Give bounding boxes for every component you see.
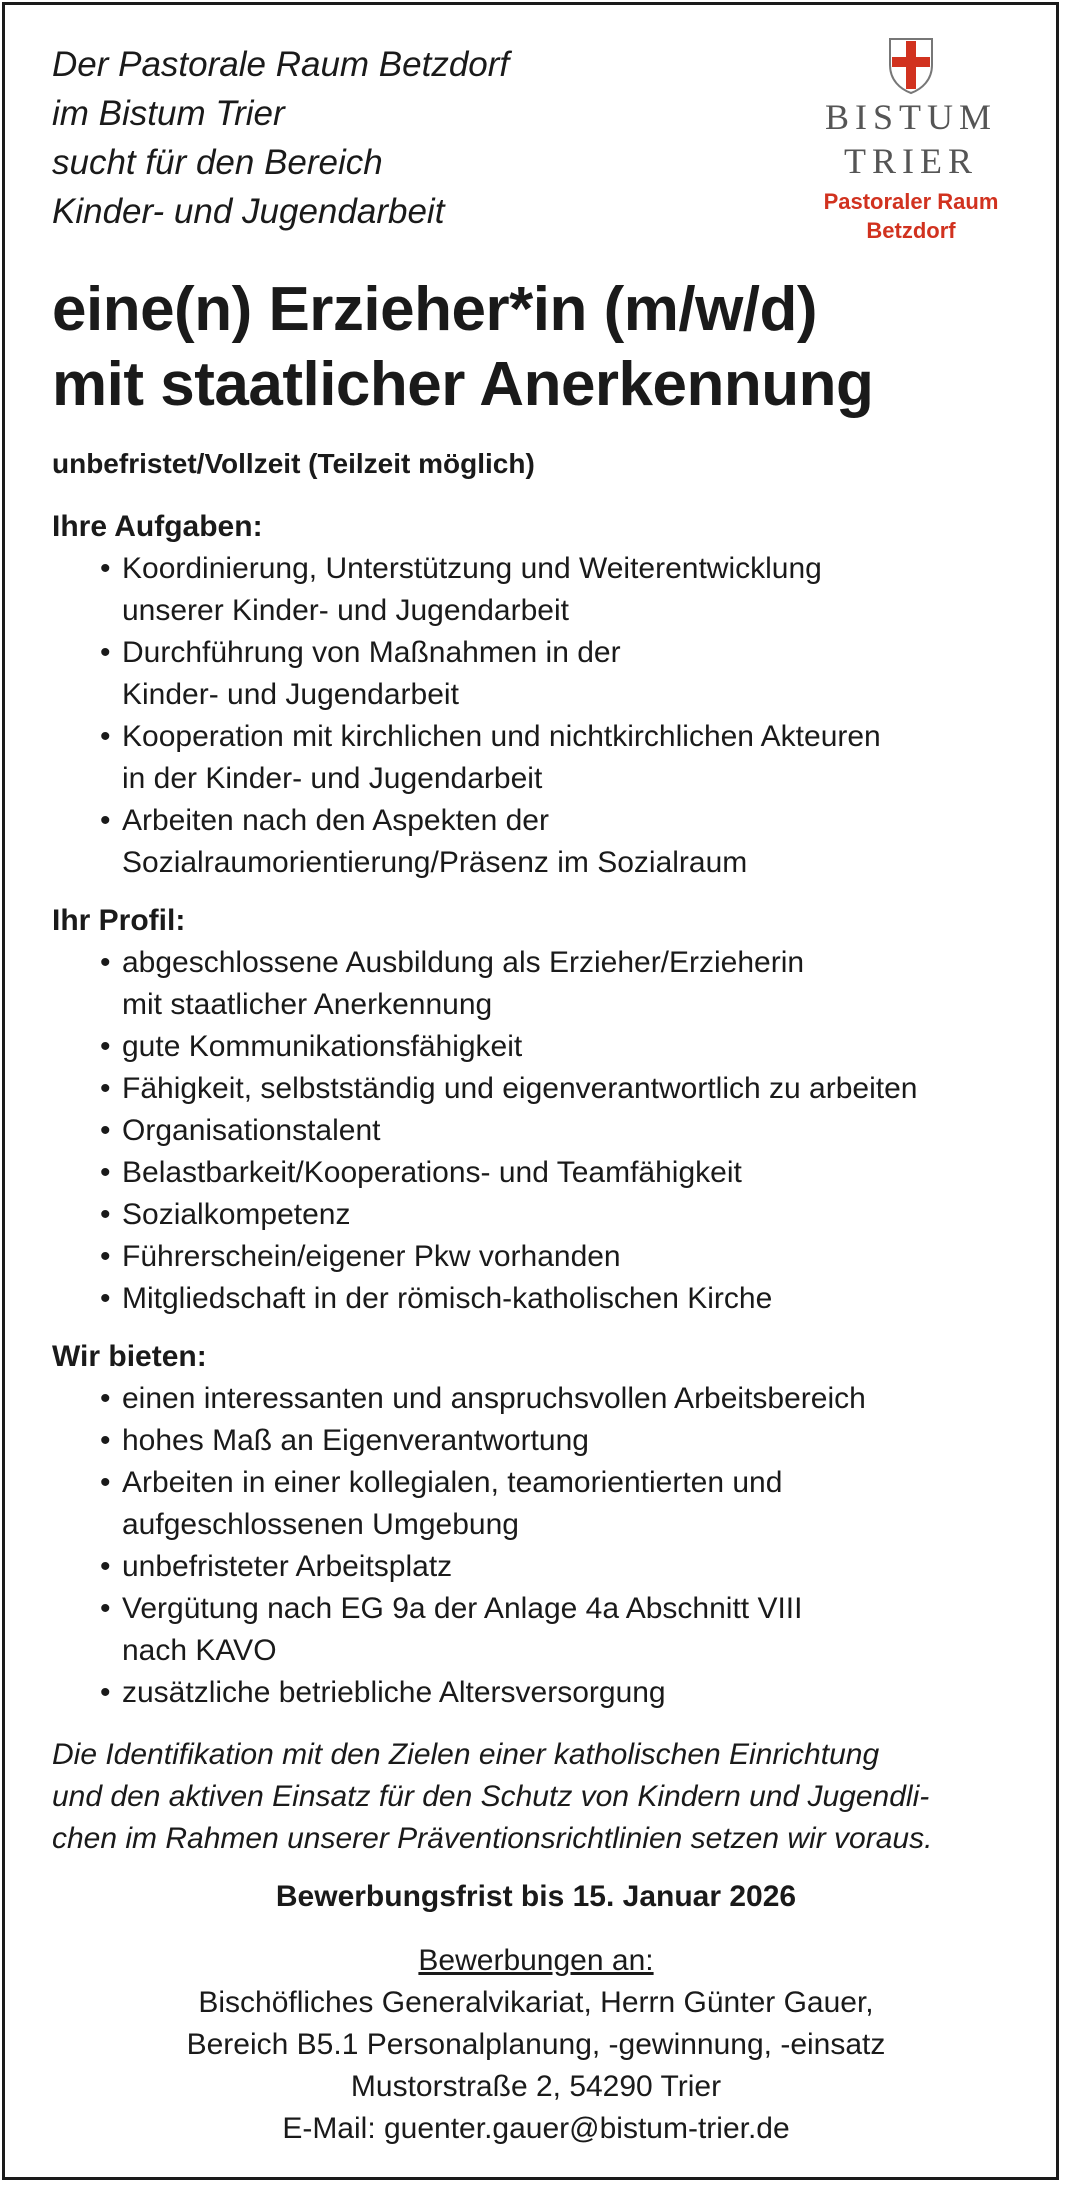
list-item-line: • Arbeiten nach den Aspekten der [122,804,549,837]
contact-email[interactable]: E-Mail: guenter.gauer@bistum-trier.de [282,2112,790,2145]
list-item-line: • Organisationstalent [122,1114,381,1147]
intro-line: Kinder- und Jugendarbeit [52,192,445,231]
job-title-line: eine(n) Erzieher*in (m/w/d) [52,275,818,344]
list-item-line: • Durchführung von Maßnahmen in der [122,636,621,669]
employment-type: unbefristet/Vollzeit (Teilzeit möglich) [52,448,535,479]
address-line: Bereich B5.1 Personalplanung, -gewinnung, -einsatz [186,2028,886,2061]
list-item [100,1068,1020,1110]
list-item [100,800,1020,884]
list-item [100,942,1020,1026]
intro-line: sucht für den Bereich [52,143,383,182]
list-item [100,1236,1020,1278]
list-item-line: • Fähigkeit, selbstständig und eigenverantwortlich zu arbeiten [122,1072,918,1105]
logo-subtitle-line-2: Betzdorf [866,218,956,243]
job-title-line: mit staatlicher Anerkennung [52,350,874,419]
list-item-line: nach KAVO [122,1634,277,1667]
closing-line: und den aktiven Einsatz für den Schutz von Kindern und Jugendli- [52,1780,930,1813]
logo-line-trier: TRIER [844,141,978,181]
list-item [100,1588,1020,1672]
list-item [100,1546,1020,1588]
list-item-line: • unbefristeter Arbeitsplatz [122,1550,453,1583]
offer-list [52,1378,1020,1714]
list-item [100,716,1020,800]
profile-list [52,942,1020,1320]
closing-line: Die Identifikation mit den Zielen einer katholischen Einrichtung [52,1738,880,1771]
list-item-line: • Vergütung nach EG 9a der Anlage 4a Abschnitt VIII [122,1592,803,1625]
list-item-line: • Mitgliedschaft in der römisch-katholischen Kirche [122,1282,773,1315]
list-item-line: • Arbeiten in einer kollegialen, teamorientierten und [122,1466,783,1499]
application-label: Bewerbungen an: [418,1944,654,1977]
job-ad [52,40,1020,2150]
address-line: Mustorstraße 2, 54290 Trier [350,2070,722,2103]
list-item-line: • Führerschein/eigener Pkw vorhanden [122,1240,621,1273]
list-item-line: • gute Kommunikationsfähigkeit [122,1030,523,1063]
diocese-shield-icon [886,35,936,95]
list-item-line: mit staatlicher Anerkennung [122,988,493,1021]
intro-text [52,40,772,236]
list-item [100,632,1020,716]
intro-line: Der Pastorale Raum Betzdorf [52,45,510,84]
logo-line-bistum: BISTUM [824,97,998,137]
list-item [100,1026,1020,1068]
list-item-line: • Kooperation mit kirchlichen und nichtkirchlichen Akteuren [122,720,881,753]
list-item [100,1278,1020,1320]
list-item [100,1194,1020,1236]
logo-subtitle-line-1: Pastoraler Raum [823,189,999,214]
list-item-line: • einen interessanten und anspruchsvollen Arbeitsbereich [122,1382,866,1415]
job-title [52,272,1020,422]
intro-line: im Bistum Trier [52,94,285,133]
list-item [100,1420,1020,1462]
list-item [100,1462,1020,1546]
list-item-line: • Belastbarkeit/Kooperations- und Teamfähigkeit [122,1156,742,1189]
list-item-line: • hohes Maß an Eigenverantwortung [122,1424,589,1457]
list-item [100,548,1020,632]
address-line: Bischöfliches Generalvikariat, Herrn Günter Gauer, [198,1986,874,2019]
list-item-line: • zusätzliche betriebliche Altersversorgung [122,1676,666,1709]
list-item-line: • Sozialkompetenz [122,1198,351,1231]
list-item-line: Kinder- und Jugendarbeit [122,678,459,711]
list-item-line: unserer Kinder- und Jugendarbeit [122,594,569,627]
closing-paragraph [52,1734,1020,1860]
list-item-line: • Koordinierung, Unterstützung und Weiterentwicklung [122,552,822,585]
application-address [52,1940,1020,2150]
tasks-list [52,548,1020,884]
diocese-logo [796,35,1026,245]
list-item-line: Sozialraumorientierung/Präsenz im Sozialraum [122,846,748,879]
closing-line: chen im Rahmen unserer Präventionsrichtlinien setzen wir voraus. [52,1822,933,1855]
list-item-line: in der Kinder- und Jugendarbeit [122,762,543,795]
list-item [100,1672,1020,1714]
profile-heading: Ihr Profil: [52,904,186,937]
list-item-line: • abgeschlossene Ausbildung als Erzieher/Erzieherin [122,946,805,979]
tasks-heading: Ihre Aufgaben: [52,510,263,543]
application-deadline: Bewerbungsfrist bis 15. Januar 2026 [275,1880,797,1913]
list-item [100,1110,1020,1152]
list-item-line: aufgeschlossenen Umgebung [122,1508,519,1541]
list-item [100,1378,1020,1420]
offer-heading: Wir bieten: [52,1340,207,1373]
list-item [100,1152,1020,1194]
logo-subtitle [796,187,1026,245]
